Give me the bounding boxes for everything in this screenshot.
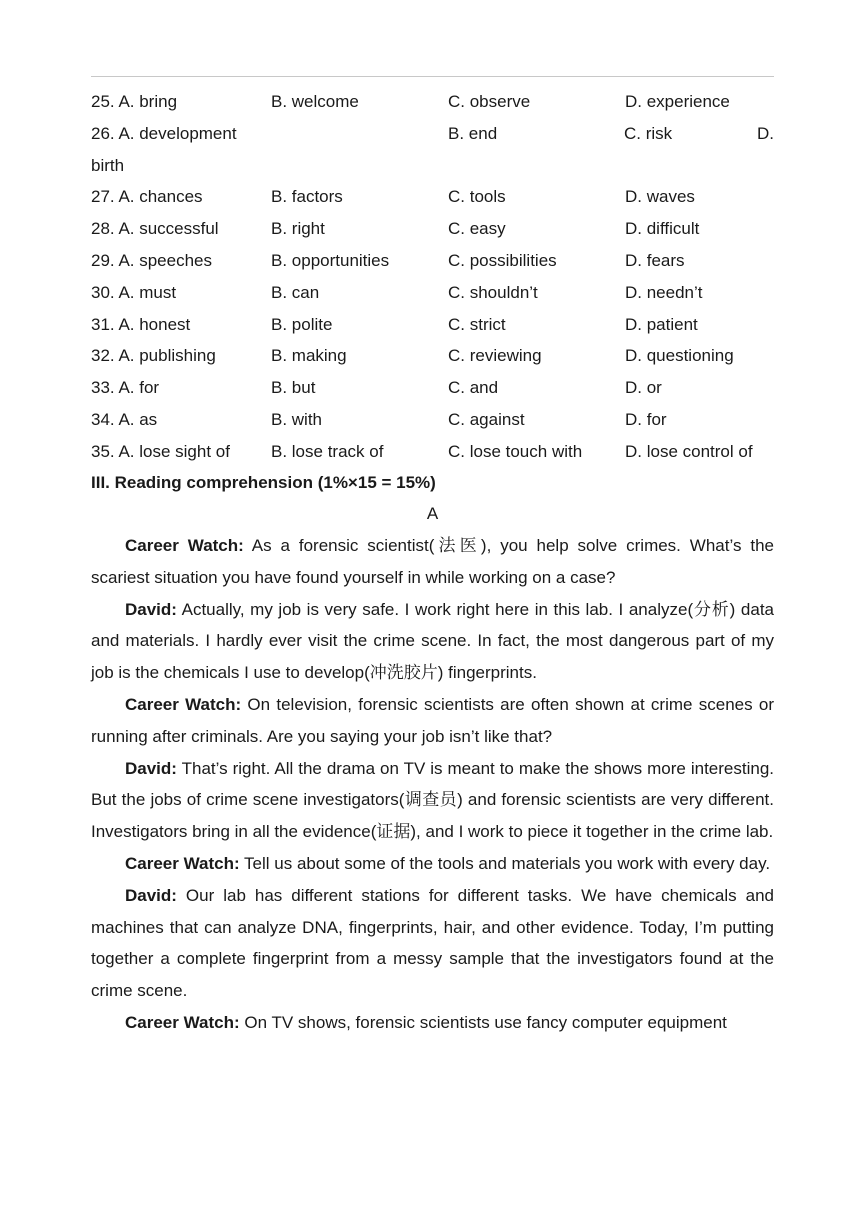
option-b: B. welcome (271, 92, 359, 111)
speaker-label: David: (125, 599, 177, 619)
speaker-label: Career Watch: (125, 853, 240, 873)
option-d: D. needn’t (625, 282, 703, 302)
option-c: C. observe (448, 92, 531, 111)
option-row-27 (91, 181, 774, 213)
option-d: D. or (625, 378, 662, 398)
option-b: B. with (271, 409, 323, 429)
option-c: C. possibilities (448, 250, 557, 270)
dialogue-line (91, 1007, 774, 1039)
option-d: D. lose control of (625, 441, 753, 461)
dialogue-line (91, 880, 774, 1007)
dialogue-text: As a forensic scientist(法医), you help solve crimes. What’s the scariest situation you have found yourself in while working on a case? (91, 536, 774, 587)
speaker-label: Career Watch: (125, 1012, 240, 1032)
option-c: C. shouldn’t (448, 282, 538, 302)
dialogue-text: Our lab has different stations for different tasks. We have chemicals and machines that can analyze DNA, fingerprints, hair, and other evidence. Today, I’m putting together a complete fingerprint from a messy sample that the investigators found at the crime scene. (91, 885, 774, 1001)
option-row-33 (91, 372, 774, 404)
option-row-34 (91, 404, 774, 436)
option-a: 32. A. publishing (91, 346, 216, 366)
header-rule (91, 76, 774, 77)
option-row-29 (91, 245, 774, 277)
dialogue-line (91, 594, 774, 689)
dialogue-text: On television, forensic scientists are often shown at crime scenes or running after criminals. Are you saying your job isn’t like that? (91, 694, 774, 746)
option-a: 33. A. for (91, 378, 160, 398)
option-b: B. factors (271, 187, 343, 207)
option-c: C. reviewing (448, 346, 542, 366)
option-row-28 (91, 213, 774, 245)
speaker-label: David: (125, 885, 177, 905)
option-d: D. difficult (625, 219, 700, 239)
dialogue-line (91, 689, 774, 753)
speaker-label: Career Watch: (125, 536, 244, 555)
option-row-31 (91, 309, 774, 341)
option-d: D. for (625, 409, 667, 429)
option-d: D. experience (625, 92, 730, 111)
dialogue-text: Actually, my job is very safe. I work right here in this lab. I analyze(分析) data and materials. I hardly ever visit the crime scene. In fact, the most dangerous part of my job is the chemicals I use to develop(冲洗胶片) fingerprints. (91, 599, 774, 683)
option-d: D. questioning (625, 346, 734, 366)
interview-dialogue (91, 530, 774, 1039)
passage-letter: A (426, 504, 439, 523)
option-c: C. lose touch with (448, 441, 583, 461)
option-d-letter: D. (757, 123, 774, 143)
option-c: C. tools (448, 187, 506, 207)
option-c: C. and (448, 378, 499, 398)
option-row-32 (91, 340, 774, 372)
option-b: B. can (271, 282, 320, 302)
cloze-options (91, 86, 774, 468)
option-a: 30. A. must (91, 282, 177, 302)
option-b: B. making (271, 346, 347, 366)
option-b: B. polite (271, 314, 333, 334)
option-c: C. against (448, 409, 525, 429)
option-d: D. fears (625, 250, 685, 270)
dialogue-line (91, 753, 774, 848)
dialogue-text: Tell us about some of the tools and materials you work with every day. (239, 853, 771, 873)
option-row-26 (91, 118, 774, 182)
section-title: III. Reading comprehension (1%×15 = 15%) (91, 473, 436, 492)
speaker-label: Career Watch: (125, 694, 242, 714)
option-d-word: birth (91, 155, 125, 175)
dialogue-line (91, 848, 774, 880)
option-a: 31. A. honest (91, 314, 191, 334)
option-a: 27. A. chances (91, 187, 203, 207)
option-d: D. patient (625, 314, 698, 334)
option-b: B. end (448, 123, 498, 143)
option-a: 29. A. speeches (91, 250, 212, 270)
option-c: C. strict (448, 314, 506, 334)
option-a: 25. A. bring (91, 92, 178, 111)
dialogue-line (91, 530, 774, 594)
dialogue-text: That’s right. All the drama on TV is meant to make the shows more interesting. But the jobs of crime scene investigators(调查员) and forensic scientists are very different. Investigators bring in all the evidence(证据), and I work to piece it together in the crime lab. (91, 758, 774, 842)
option-c: C. risk (624, 123, 673, 143)
dialogue-text: On TV shows, forensic scientists use fancy computer equipment (239, 1012, 727, 1032)
option-b: B. but (271, 378, 316, 398)
option-row-35 (91, 436, 774, 468)
option-a: 34. A. as (91, 409, 158, 429)
option-c: C. easy (448, 219, 506, 239)
option-a: 28. A. successful (91, 219, 219, 239)
option-b: B. opportunities (271, 250, 390, 270)
option-b: B. lose track of (271, 441, 384, 461)
option-row-25 (91, 86, 774, 118)
option-a: 26. A. development (91, 123, 237, 143)
option-a: 35. A. lose sight of (91, 441, 230, 461)
speaker-label: David: (125, 758, 177, 778)
option-b: B. right (271, 219, 325, 239)
option-row-30 (91, 277, 774, 309)
option-d: D. waves (625, 187, 695, 207)
